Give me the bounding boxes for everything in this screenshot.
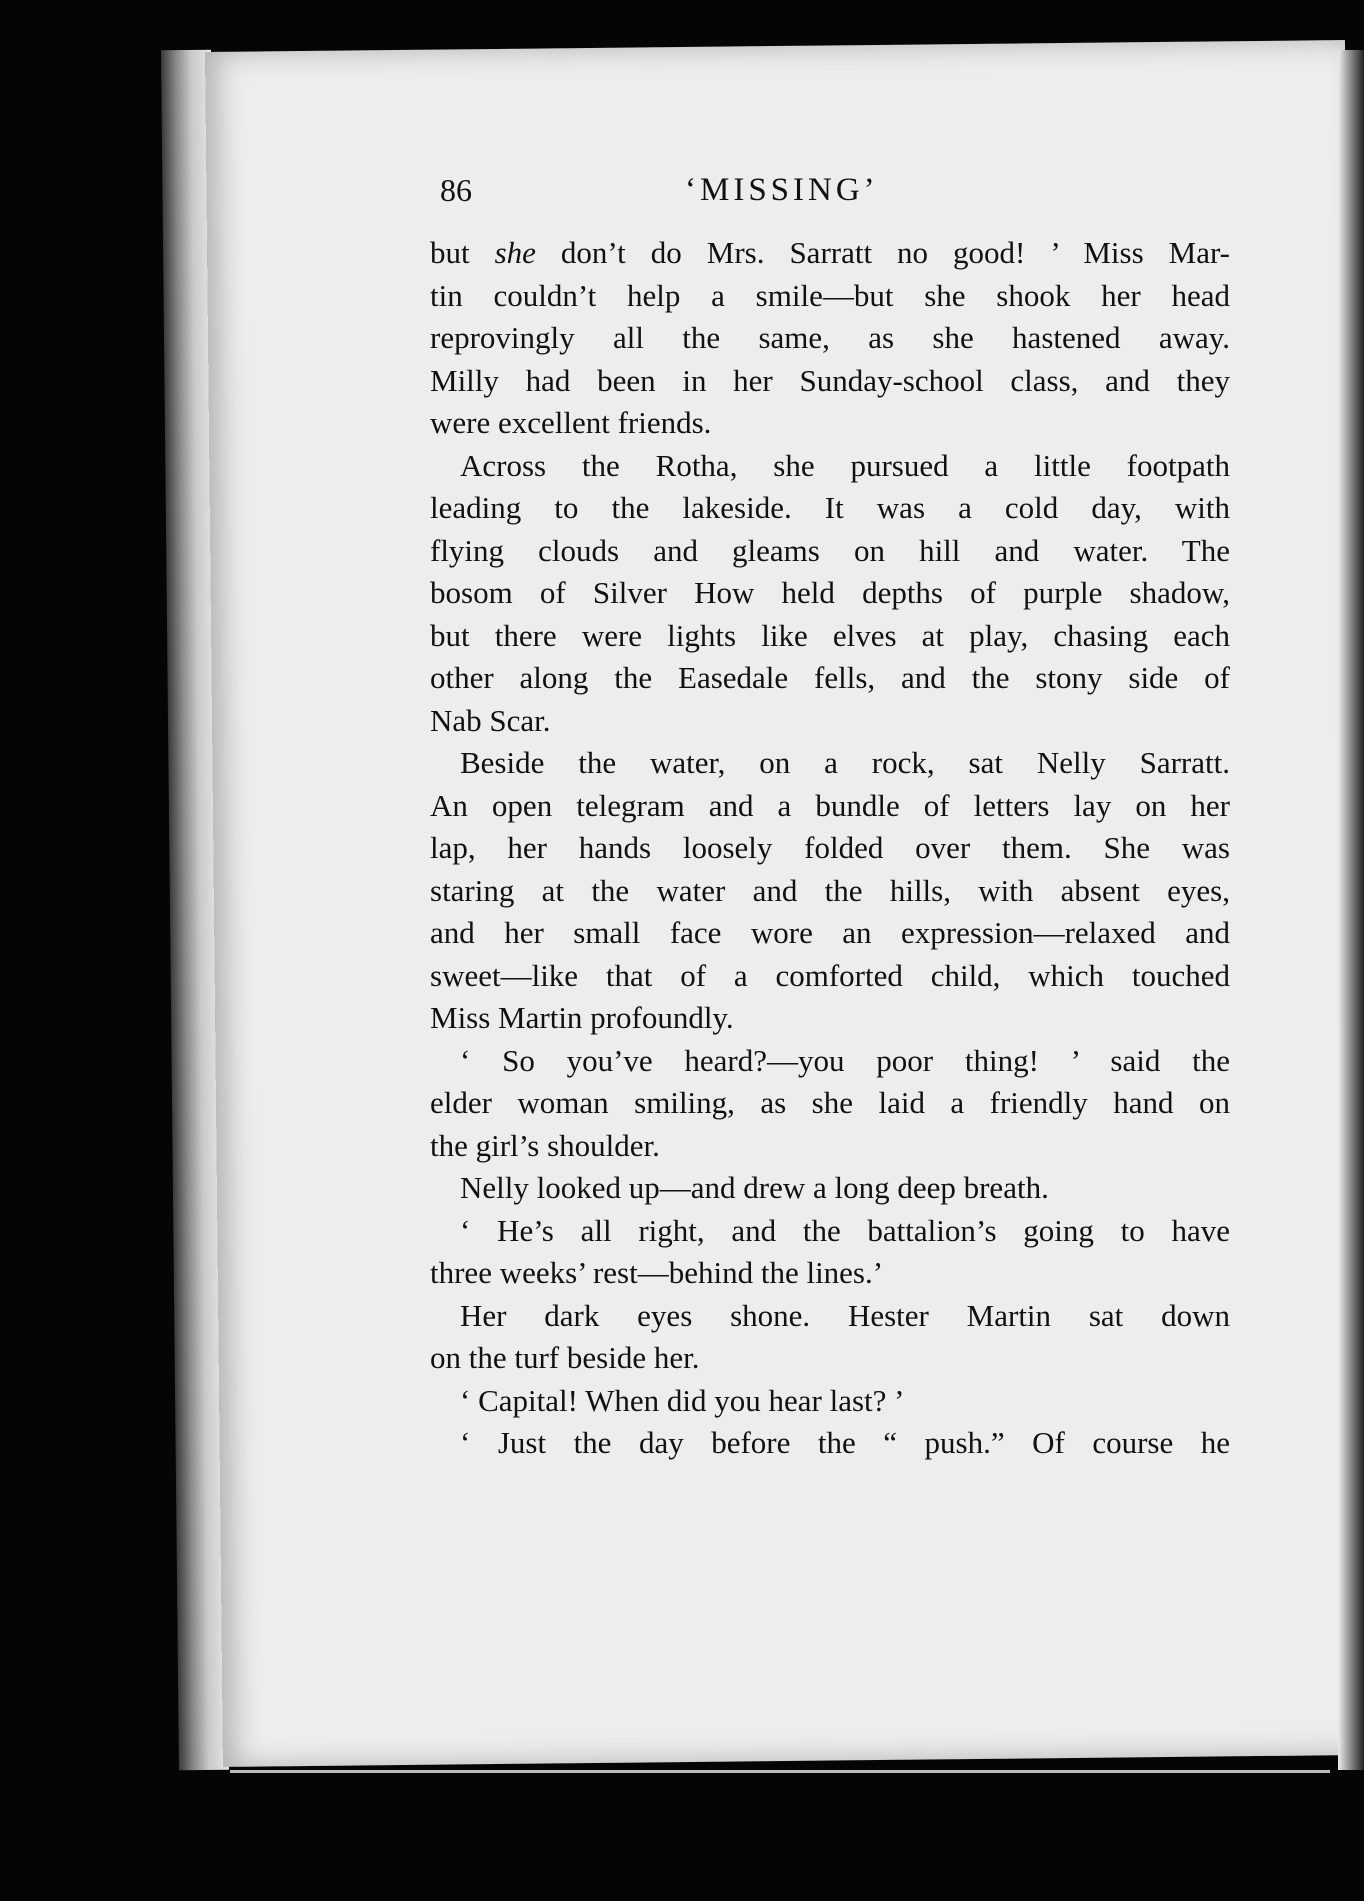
text-line: but she don’t do Mrs. Sarratt no good! ’ Miss Mar- <box>430 235 1230 270</box>
text-line: flying clouds and gleams on hill and water. The <box>430 532 1230 568</box>
page-edge <box>1338 50 1364 1770</box>
text-line: other along the Easedale fells, and the stony side of <box>430 660 1230 695</box>
text-line: Nab Scar. <box>430 702 551 738</box>
text-line: An open telegram and a bundle of letters lay on her <box>430 787 1230 823</box>
page-bottom-edge <box>230 1770 1330 1773</box>
text-line: ‘ So you’ve heard?—you poor thing! ’ said the <box>460 1042 1230 1078</box>
body-text <box>430 232 1230 1465</box>
text-line: elder woman smiling, as she laid a friendly hand on <box>430 1085 1230 1120</box>
text-line: were excellent friends. <box>430 405 712 440</box>
text-line: bosom of Silver How held depths of purple shadow, <box>430 575 1230 610</box>
text-line: Nelly looked up—and drew a long deep breath. <box>460 1170 1049 1205</box>
text-line: Her dark eyes shone. Hester Martin sat down <box>460 1297 1230 1333</box>
running-title: ‘MISSING’ <box>685 172 879 208</box>
text-line: three weeks’ rest—behind the lines.’ <box>430 1255 884 1290</box>
text-line: and her small face wore an expression—relaxed and <box>430 915 1230 950</box>
text-line: Milly had been in her Sunday-school class, and they <box>430 362 1230 398</box>
page-number: 86 <box>440 172 472 208</box>
text-line: ‘ Capital! When did you hear last? ’ <box>460 1382 905 1418</box>
text-line: ‘ He’s all right, and the battalion’s going to have <box>460 1212 1230 1248</box>
text-line: the girl’s shoulder. <box>430 1127 660 1163</box>
text-line: Miss Martin profoundly. <box>430 1000 734 1035</box>
text-line: reprovingly all the same, as she hastened away. <box>430 320 1230 355</box>
text-line: Beside the water, on a rock, sat Nelly Sarratt. <box>460 745 1230 780</box>
text-line: leading to the lakeside. It was a cold day, with <box>430 490 1230 525</box>
running-head <box>440 172 1260 222</box>
text-line: but there were lights like elves at play, chasing each <box>430 617 1230 653</box>
text-line: lap, her hands loosely folded over them. She was <box>430 830 1230 865</box>
text-line: Across the Rotha, she pursued a little footpath <box>460 447 1230 483</box>
text-line: staring at the water and the hills, with absent eyes, <box>430 872 1230 908</box>
text-line: ‘ Just the day before the “ push.” Of course he <box>460 1425 1230 1460</box>
text-line: tin couldn’t help a smile—but she shook her head <box>430 277 1230 313</box>
text-line: on the turf beside her. <box>430 1340 700 1375</box>
text-line: sweet—like that of a comforted child, which touched <box>430 957 1230 993</box>
